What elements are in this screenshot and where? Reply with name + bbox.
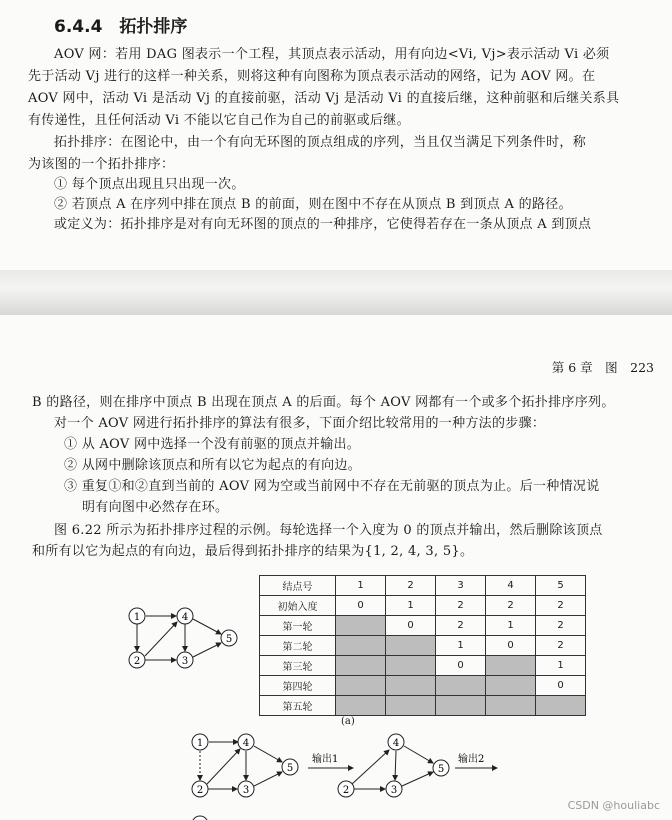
table-row <box>260 616 586 636</box>
table-header-cell: 1 <box>336 576 386 596</box>
table-row-label: 第二轮 <box>260 636 336 656</box>
node-label-1: 1 <box>133 612 141 623</box>
section-title: 6.4.4 拓扑排序 <box>54 17 188 37</box>
node-label-2: 2 <box>196 785 204 796</box>
table-cell-shaded <box>386 696 436 716</box>
node-label-4: 4 <box>392 738 400 749</box>
page-gap <box>0 270 672 315</box>
table-cell-shaded <box>486 696 536 716</box>
p2-line-1: 拓扑排序：在图论中，由一个有向无环图的顶点组成的序列，当且仅当满足下列条件时，称 <box>54 135 587 150</box>
table-header-cell: 4 <box>486 576 536 596</box>
table-row <box>260 696 586 716</box>
p1-line-2: 先于活动 Vj 进行的这样一种关系，则将这种有向图称为顶点表示活动的网络，记为 AOV 网。在 <box>28 69 596 84</box>
table-cell: 0 <box>536 676 586 696</box>
table-cell-shaded <box>386 676 436 696</box>
node-label-3: 3 <box>242 785 250 796</box>
table-cell-shaded <box>436 676 486 696</box>
p1-line-3: AOV 网中，活动 Vi 是活动 Vj 的直接前驱，活动 Vj 是活动 Vi 的直接后继，这种前驱和后继关系具 <box>28 91 620 106</box>
table-cell-shaded <box>336 636 386 656</box>
table-header-cell: 3 <box>436 576 486 596</box>
p2-line-2: 为该图的一个拓扑排序： <box>28 157 175 172</box>
table-cell-shaded <box>336 616 386 636</box>
table-row-label: 第三轮 <box>260 656 336 676</box>
node-label-5: 5 <box>225 634 233 645</box>
p1-line-4: 有传递性，且任何活动 Vi 不能以它自己作为自己的前驱或后继。 <box>28 113 410 128</box>
output1-label: 输出1 <box>312 754 339 765</box>
table-row-label: 初始入度 <box>260 596 336 616</box>
table-header-cell: 2 <box>386 576 436 596</box>
p3-line: 或定义为：拓扑排序是对有向无环图的顶点的一种排序，它使得若存在一条从顶点 A 到顶点 <box>54 217 592 232</box>
figure-caption-a: (a) <box>341 716 355 727</box>
table-cell: 2 <box>436 596 486 616</box>
node-label-4: 4 <box>242 738 250 749</box>
table-header-cell: 结点号 <box>260 576 336 596</box>
step-2: ② 从网中删除该顶点和所有以它为起点的有向边。 <box>64 458 362 473</box>
table-cell: 0 <box>386 616 436 636</box>
step-1: ① 从 AOV 网中选择一个没有前驱的顶点并输出。 <box>64 437 361 452</box>
table-cell: 2 <box>486 596 536 616</box>
table-cell-shaded <box>486 676 536 696</box>
table-cell: 2 <box>536 596 586 616</box>
node-label-5: 5 <box>286 763 294 774</box>
table-cell-shaded <box>436 696 486 716</box>
p2-text-result: 和所有以它为起点的有向边，最后得到拓扑排序的结果为{1, 2, 4, 3, 5}。 <box>32 544 474 559</box>
table-row-label: 第五轮 <box>260 696 336 716</box>
table-cell-shaded <box>386 636 436 656</box>
table-cell: 1 <box>436 636 486 656</box>
table-cell: 2 <box>536 616 586 636</box>
table-cell-shaded <box>536 696 586 716</box>
node-label-4: 4 <box>181 612 189 623</box>
p2-text-2: 对一个 AOV 网进行拓扑排序的算法有很多，下面介绍比较常用的一种方法的步骤： <box>54 416 546 431</box>
node-label-3: 3 <box>390 785 398 796</box>
table-header-cell: 5 <box>536 576 586 596</box>
watermark: CSDN @houliabc <box>567 799 660 812</box>
node-label-1: 1 <box>196 738 204 749</box>
condition-2: ② 若顶点 A 在序列中排在顶点 B 的前面，则在图中不存在从顶点 B 到顶点 A 的路径。 <box>54 197 572 212</box>
topo-process-diagram <box>185 730 605 820</box>
table-row-label: 第四轮 <box>260 676 336 696</box>
node-label-3: 3 <box>181 656 189 667</box>
table-row <box>260 656 586 676</box>
table-cell: 0 <box>436 656 486 676</box>
condition-1: ① 每个顶点出现且只出现一次。 <box>54 177 245 192</box>
step-3-cont: 明有向图中必然存在环。 <box>82 500 229 515</box>
output2-label: 输出2 <box>458 754 485 765</box>
table-row <box>260 596 586 616</box>
table-cell: 1 <box>486 616 536 636</box>
node-label-5: 5 <box>437 764 445 775</box>
table-header-row <box>260 576 586 596</box>
table-cell-shaded <box>336 656 386 676</box>
p1-line-1: AOV 网：若用 DAG 图表示一个工程，其顶点表示活动，用有向边<Vi, Vj>表示活动 Vi 必须 <box>54 47 610 62</box>
table-cell: 1 <box>386 596 436 616</box>
node-label-2: 2 <box>342 785 350 796</box>
table-cell: 2 <box>536 636 586 656</box>
table-row-label: 第一轮 <box>260 616 336 636</box>
table-cell-shaded <box>336 696 386 716</box>
node-label-2: 2 <box>133 656 141 667</box>
page-header: 第 6 章 图 223 <box>551 360 654 375</box>
indegree-table <box>259 575 586 716</box>
table-cell-shaded <box>386 656 436 676</box>
table-cell: 2 <box>436 616 486 636</box>
table-cell-shaded <box>486 656 536 676</box>
table-cell: 0 <box>336 596 386 616</box>
table-row <box>260 636 586 656</box>
table-row <box>260 676 586 696</box>
table-cell: 0 <box>486 636 536 656</box>
step-3: ③ 重复①和②直到当前的 AOV 网为空或当前网中不存在无前驱的顶点为止。后一种情况说 <box>64 479 600 494</box>
dag-graph-a <box>122 600 242 680</box>
p2-text-1: B 的路径，则在排序中顶点 B 出现在顶点 A 的后面。每个 AOV 网都有一个或多个拓扑排序序列。 <box>32 395 615 410</box>
p2-text-figure: 图 6.22 所示为拓扑排序过程的示例。每轮选择一个入度为 0 的顶点并输出，然后删除该顶点 <box>54 523 603 538</box>
table-cell: 1 <box>536 656 586 676</box>
table-cell-shaded <box>336 676 386 696</box>
